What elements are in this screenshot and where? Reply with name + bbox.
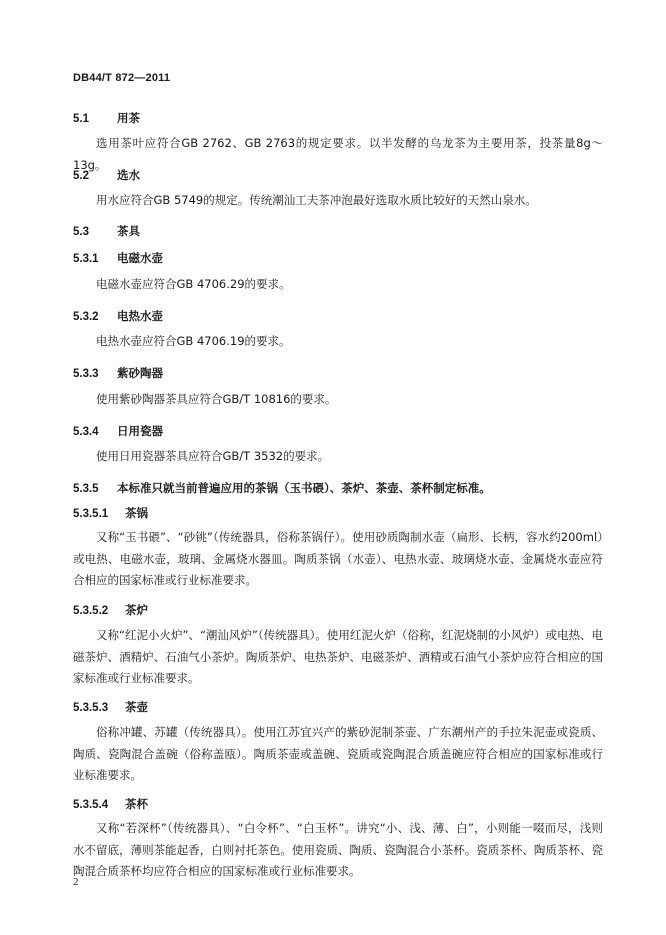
- paragraph-electromagnetic-kettle: 电磁水壶应符合GB 4706.29的要求。: [96, 277, 291, 291]
- section-title: 茶锅: [125, 506, 148, 520]
- section-title: 日用瓷器: [117, 424, 163, 438]
- section-number: 5.3.1: [73, 253, 99, 265]
- section-title: 紫砂陶器: [117, 366, 163, 380]
- section-5-3-5-3-heading: [73, 699, 148, 715]
- section-5-3-5-2-heading: [73, 602, 148, 618]
- paragraph-tea-selection: 选用茶叶应符合GB 2762、GB 2763的规定要求。以半发酵的乌龙茶为主要用茶，投茶量8g～13g。: [73, 136, 603, 172]
- paragraph-teacup: 又称“若深杯”（传统器具）、“白令杯”、“白玉杯”。讲究“小、浅、薄、白”，小则能一啜而尽，浅则水不留底，薄则茶能起香，白则衬托茶色。使用瓷质、陶质、瓷陶混合小茶杯。瓷质茶杯、陶质茶杯、瓷陶混合质茶杯均应符合相应的国家标准或行业标准要求。: [73, 821, 603, 878]
- section-title: 茶壶: [125, 700, 148, 714]
- section-number: 5.3.5.4: [73, 799, 109, 811]
- section-title: 本标准只就当前普遍应用的茶锅（玉书碨）、茶炉、茶壶、茶杯制定标准。: [117, 481, 491, 495]
- section-title: 茶炉: [125, 603, 148, 617]
- section-number: 5.3.5: [73, 483, 99, 495]
- section-title: 茶杯: [125, 797, 148, 811]
- paragraph-electric-kettle: 电热水壶应符合GB 4706.19的要求。: [96, 334, 291, 348]
- standard-code: DB44/T 872—2011: [73, 72, 171, 84]
- section-number: 5.3.5.1: [73, 508, 109, 520]
- section-5-3-2-heading: [73, 308, 163, 324]
- section-5-2-heading: [73, 167, 140, 183]
- section-number: 5.3.4: [73, 426, 99, 438]
- section-number: 5.3: [73, 226, 89, 238]
- section-number: 5.1: [73, 113, 89, 125]
- section-title: 电热水壶: [117, 309, 163, 323]
- paragraph-zisha-pottery: 使用紫砂陶器茶具应符合GB/T 10816的要求。: [96, 392, 337, 406]
- paragraph-daily-porcelain: 使用日用瓷器茶具应符合GB/T 3532的要求。: [96, 449, 330, 463]
- page-number: 2: [73, 876, 79, 888]
- paragraph-tea-stove: 又称“红泥小火炉”、“潮汕风炉”（传统器具）。使用红泥火炉（俗称，红泥烧制的小风炉）或电热、电磁茶炉、酒精炉、石油气小茶炉。陶质茶炉、电热茶炉、电磁茶炉、酒精或石油气小茶炉应符合相应的国家标准或行业标准要求。: [73, 628, 603, 685]
- section-5-3-1-heading: [73, 250, 163, 266]
- section-title: 茶具: [117, 224, 140, 238]
- section-title: 用茶: [117, 111, 140, 125]
- section-5-1-heading: [73, 110, 140, 126]
- section-5-3-4-heading: [73, 423, 163, 439]
- section-number: 5.2: [73, 170, 89, 182]
- section-5-3-heading: [73, 223, 140, 239]
- section-title: 选水: [117, 168, 140, 182]
- section-5-3-5-heading: [73, 480, 491, 496]
- section-number: 5.3.5.2: [73, 605, 109, 617]
- section-number: 5.3.5.3: [73, 702, 109, 714]
- section-5-3-5-4-heading: [73, 796, 148, 812]
- section-5-3-5-1-heading: [73, 505, 148, 521]
- section-5-3-3-heading: [73, 365, 163, 381]
- paragraph-teapot: 俗称冲罐、苏罐（传统器具）。使用江苏宜兴产的紫砂泥制茶壶、广东潮州产的手拉朱泥壶或瓷质、陶质、瓷陶混合盖碗（俗称盖瓯）。陶质茶壶或盖碗、瓷质或瓷陶混合质盖碗应符合相应的国家标准或行业标准要求。: [73, 725, 603, 782]
- section-number: 5.3.2: [73, 311, 99, 323]
- paragraph-water-selection: 用水应符合GB 5749的规定。传统潮汕工夫茶冲泡最好选取水质比较好的天然山泉水。: [96, 193, 537, 207]
- section-number: 5.3.3: [73, 368, 99, 380]
- section-title: 电磁水壶: [117, 251, 163, 265]
- paragraph-tea-kettle: 又称“玉书碨”、“砂铫”（传统器具，俗称茶锅仔）。使用砂质陶制水壶（扁形、长柄，容水约200ml）或电热、电磁水壶，玻璃、金属烧水器皿。陶质茶锅（水壶）、电热水壶、玻璃烧水壶、金属烧水壶应符合相应的国家标准或行业标准要求。: [73, 530, 603, 587]
